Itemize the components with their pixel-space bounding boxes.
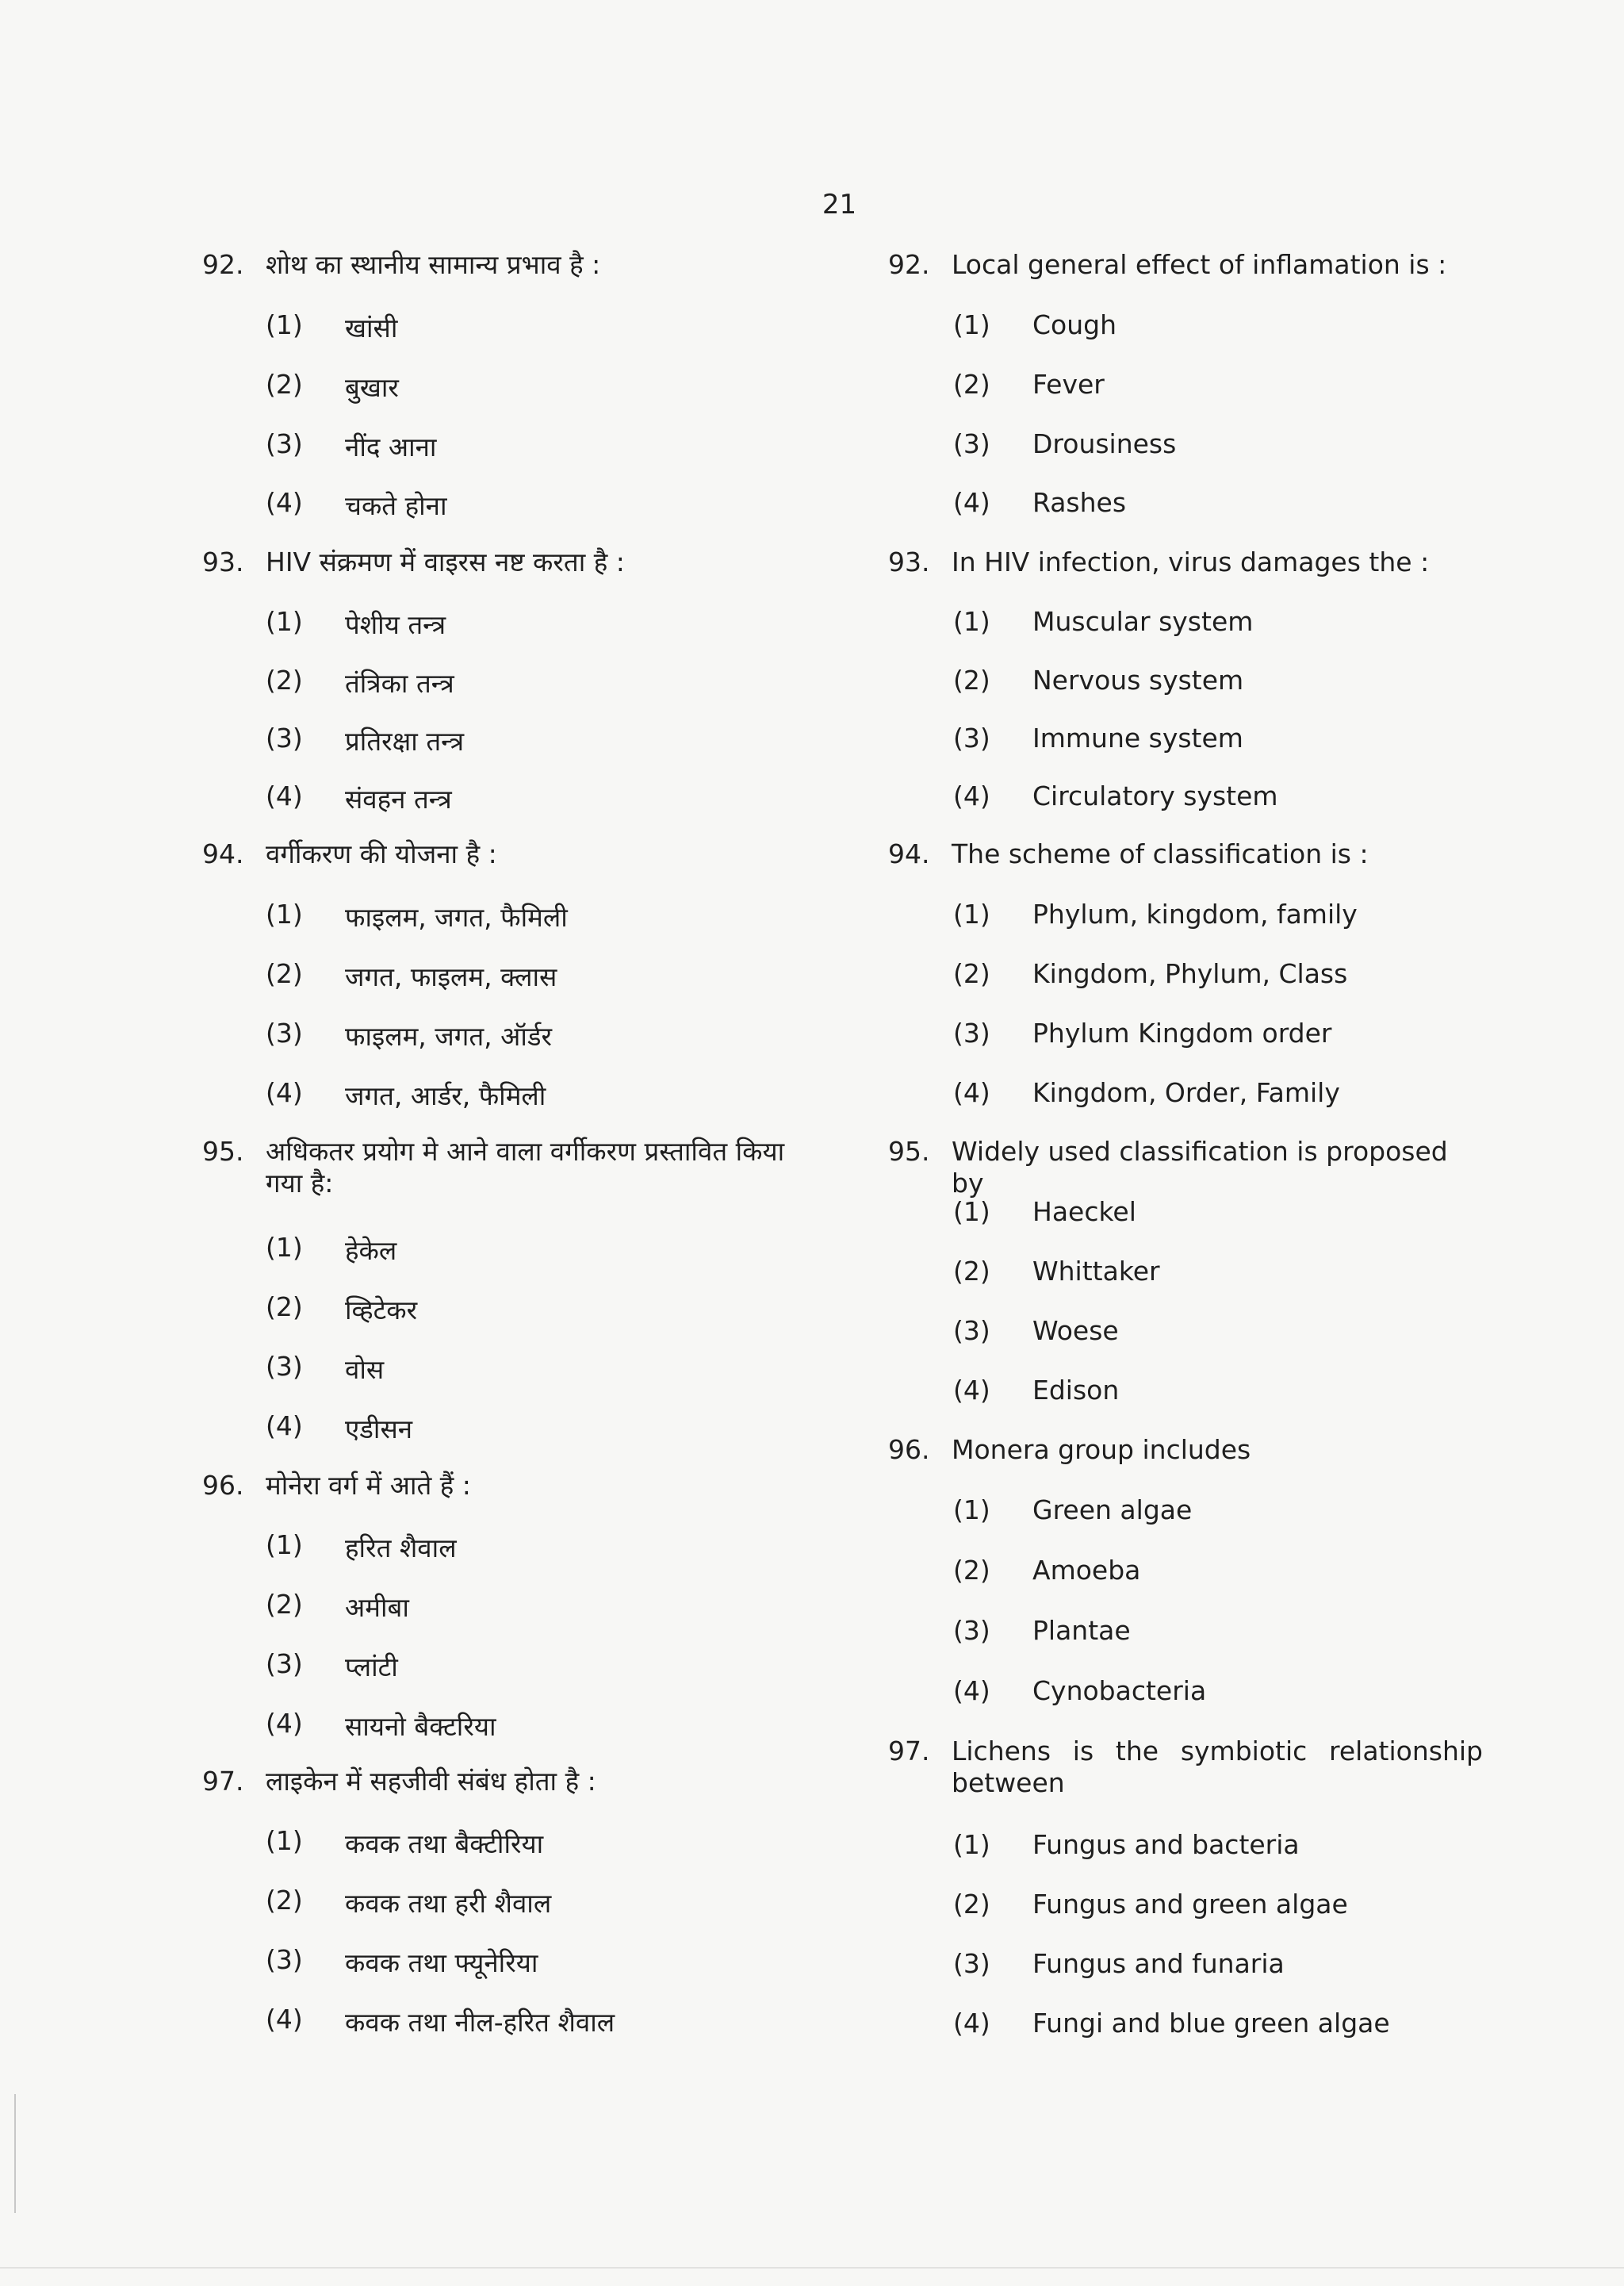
option-number: (4)	[953, 1675, 990, 1706]
option-text: Cough	[1032, 309, 1117, 340]
option-number: (3)	[266, 1018, 303, 1049]
option-number: (3)	[266, 723, 303, 754]
question-text: Monera group includes	[952, 1434, 1251, 1465]
option-text: Immune system	[1032, 723, 1243, 754]
question-text: लाइकेन में सहजीवी संबंध होता है :	[266, 1766, 596, 1797]
option-number: (3)	[953, 1615, 990, 1646]
option-number: (3)	[953, 1315, 990, 1346]
option-number: (2)	[266, 369, 303, 400]
question-number: 92.	[888, 249, 930, 280]
option-text: पेशीय तन्त्र	[345, 609, 446, 640]
option-number: (1)	[266, 899, 303, 930]
question-number: 96.	[888, 1434, 930, 1465]
option-number: (2)	[266, 1291, 303, 1322]
option-number: (4)	[266, 781, 303, 811]
option-number: (2)	[953, 665, 990, 696]
question-number: 94.	[202, 838, 244, 869]
option-number: (2)	[953, 1555, 990, 1586]
option-number: (1)	[266, 1529, 303, 1560]
option-text: तंत्रिका तन्त्र	[345, 668, 454, 699]
option-text: Fungus and green algae	[1032, 1889, 1348, 1920]
question-text: Widely used classification is proposed by	[952, 1136, 1448, 1199]
option-number: (4)	[953, 487, 990, 518]
option-number: (2)	[266, 1589, 303, 1620]
option-number: (1)	[953, 309, 990, 340]
option-text: प्लांटी	[345, 1651, 398, 1682]
option-number: (4)	[266, 1077, 303, 1108]
option-text: Phylum Kingdom order	[1032, 1018, 1332, 1049]
option-text: सायनो बैक्टरिया	[345, 1711, 496, 1742]
option-number: (1)	[953, 1829, 990, 1860]
option-text: संवहन तन्त्र	[345, 784, 452, 815]
option-text: Amoeba	[1032, 1555, 1141, 1586]
option-number: (4)	[266, 2004, 303, 2035]
option-number: (4)	[953, 781, 990, 811]
option-text: Cynobacteria	[1032, 1675, 1207, 1706]
question-text: Lichens is the symbiotic relationship between	[952, 1736, 1483, 1798]
option-text: नींद आना	[345, 432, 437, 462]
option-text: Kingdom, Order, Family	[1032, 1077, 1340, 1108]
option-text: प्रतिरक्षा तन्त्र	[345, 726, 465, 757]
question-number: 95.	[202, 1136, 244, 1167]
option-text: एडीसन	[345, 1413, 413, 1444]
option-number: (1)	[953, 1196, 990, 1227]
option-number: (3)	[953, 1948, 990, 1979]
option-text: हेकेल	[345, 1235, 397, 1266]
scan-mark	[14, 2094, 16, 2213]
option-number: (3)	[266, 1944, 303, 1975]
page-number: 21	[822, 189, 857, 221]
option-text: Kingdom, Phylum, Class	[1032, 958, 1348, 989]
option-number: (4)	[266, 1708, 303, 1739]
question-text: शोथ का स्थानीय सामान्य प्रभाव है :	[266, 249, 601, 280]
option-text: Fungi and blue green algae	[1032, 2008, 1390, 2039]
option-number: (2)	[266, 1885, 303, 1916]
question-number: 97.	[202, 1766, 244, 1797]
option-number: (2)	[953, 1889, 990, 1920]
option-number: (2)	[953, 1256, 990, 1287]
question-text: Local general effect of inflamation is :	[952, 249, 1447, 280]
option-text: हरित शैवाल	[345, 1532, 457, 1563]
option-number: (3)	[953, 1018, 990, 1049]
option-number: (1)	[266, 1825, 303, 1856]
option-number: (4)	[953, 2008, 990, 2039]
option-text: व्हिटेकर	[345, 1295, 418, 1325]
option-number: (1)	[266, 309, 303, 340]
option-number: (1)	[953, 606, 990, 637]
question-text: In HIV infection, virus damages the :	[952, 547, 1430, 577]
option-text: जगत, आर्डर, फैमिली	[345, 1080, 546, 1111]
option-text: Plantae	[1032, 1615, 1131, 1646]
option-text: Whittaker	[1032, 1256, 1160, 1287]
scan-edge	[0, 2267, 1624, 2269]
option-text: कवक तथा बैक्टीरिया	[345, 1828, 544, 1859]
option-text: फाइलम, जगत, ऑर्डर	[345, 1021, 553, 1052]
option-text: Fungus and bacteria	[1032, 1829, 1300, 1860]
option-number: (1)	[953, 1494, 990, 1525]
option-number: (3)	[953, 723, 990, 754]
option-text: कवक तथा फ्यूनेरिया	[345, 1947, 538, 1978]
question-text: मोनेरा वर्ग में आते हैं :	[266, 1470, 471, 1501]
question-number: 95.	[888, 1136, 930, 1167]
option-text: कवक तथा हरी शैवाल	[345, 1888, 552, 1919]
option-text: Drousiness	[1032, 428, 1177, 459]
question-text: HIV संक्रमण में वाइरस नष्ट करता है :	[266, 547, 625, 577]
option-number: (3)	[266, 1351, 303, 1382]
option-text: Rashes	[1032, 487, 1127, 518]
question-text: अधिकतर प्रयोग मे आने वाला वर्गीकरण प्रस्तावित किया गया है:	[266, 1136, 785, 1199]
option-text: Muscular system	[1032, 606, 1254, 637]
option-text: कवक तथा नील-हरित शैवाल	[345, 2007, 615, 2038]
option-text: Fungus and funaria	[1032, 1948, 1285, 1979]
option-number: (1)	[266, 606, 303, 637]
question-number: 93.	[202, 547, 244, 577]
option-number: (2)	[953, 369, 990, 400]
question-number: 94.	[888, 838, 930, 869]
question-number: 97.	[888, 1736, 930, 1766]
option-number: (2)	[953, 958, 990, 989]
option-text: चकते होना	[345, 490, 447, 521]
option-text: Haeckel	[1032, 1196, 1136, 1227]
option-number: (2)	[266, 958, 303, 989]
option-text: Circulatory system	[1032, 781, 1278, 811]
option-text: अमीबा	[345, 1592, 409, 1623]
question-number: 93.	[888, 547, 930, 577]
option-text: बुखार	[345, 372, 399, 403]
question-number: 96.	[202, 1470, 244, 1501]
option-number: (4)	[266, 1410, 303, 1441]
option-number: (3)	[953, 428, 990, 459]
option-number: (3)	[266, 1648, 303, 1679]
option-text: फाइलम, जगत, फैमिली	[345, 902, 568, 933]
option-text: Fever	[1032, 369, 1105, 400]
option-number: (1)	[266, 1232, 303, 1263]
option-text: Green algae	[1032, 1494, 1193, 1525]
option-text: Edison	[1032, 1375, 1120, 1406]
question-number: 92.	[202, 249, 244, 280]
option-number: (2)	[266, 665, 303, 696]
option-number: (4)	[266, 487, 303, 518]
option-number: (3)	[266, 428, 303, 459]
question-text: The scheme of classification is :	[952, 838, 1369, 869]
question-text: वर्गीकरण की योजना है :	[266, 838, 497, 869]
option-text: वोस	[345, 1354, 385, 1385]
option-text: Woese	[1032, 1315, 1119, 1346]
option-number: (1)	[953, 899, 990, 930]
option-text: Phylum, kingdom, family	[1032, 899, 1358, 930]
option-text: खांसी	[345, 313, 398, 343]
option-number: (4)	[953, 1077, 990, 1108]
option-text: Nervous system	[1032, 665, 1244, 696]
option-number: (4)	[953, 1375, 990, 1406]
option-text: जगत, फाइलम, क्लास	[345, 961, 557, 992]
